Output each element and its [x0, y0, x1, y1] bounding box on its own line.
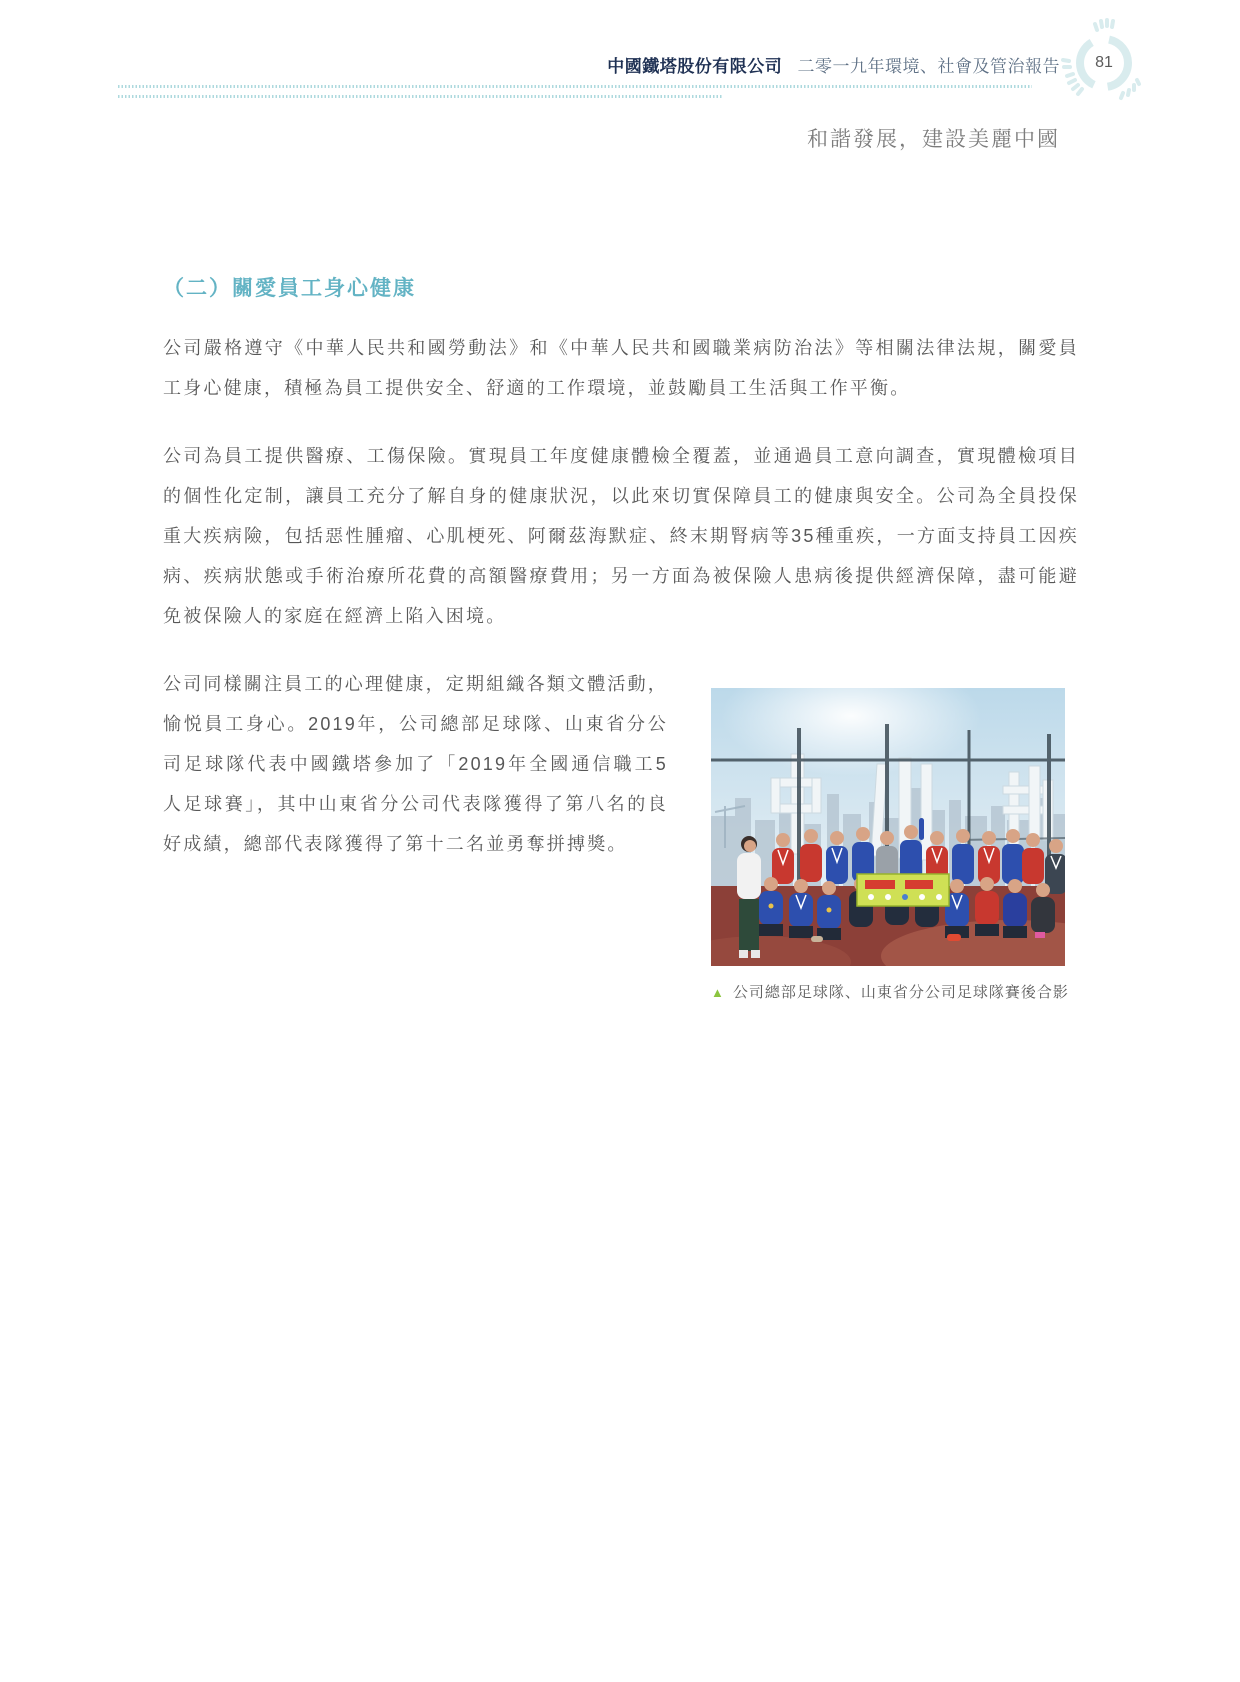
page-header	[607, 52, 1060, 77]
company-name: 中國鐵塔股份有限公司	[607, 57, 783, 76]
section-heading: （二）關愛員工身心健康	[163, 277, 416, 300]
chapter-tagline: 和諧發展，建設美麗中國	[807, 128, 1060, 151]
page-body	[163, 272, 1079, 1002]
photo-figure	[711, 688, 1069, 1002]
page-number: 81	[1095, 54, 1113, 71]
photo-caption	[711, 981, 1069, 1002]
photo-caption-text: 公司總部足球隊、山東省分公司足球隊賽後合影	[732, 984, 1069, 1001]
dotted-rule-top	[118, 85, 1032, 88]
text-photo-row	[163, 664, 1079, 1002]
body-paragraph-3: 公司同樣關注員工的心理健康，定期組織各類文體活動，愉悦員工身心。2019年，公司總部足球隊、山東省分公司足球隊代表中國鐵塔參加了「2019年全國通信職工5人足球賽」，其中山東省分公司代表隊獲得了第八名的良好成績，總部代表隊獲得了第十二名並勇奪拼搏獎。	[163, 674, 668, 854]
body-paragraph-1: 公司嚴格遵守《中華人民共和國勞動法》和《中華人民共和國職業病防治法》等相關法律法規，關愛員工身心健康，積極為員工提供安全、舒適的工作環境，並鼓勵員工生活與工作平衡。	[163, 338, 1079, 398]
team-photo	[711, 688, 1065, 966]
caption-triangle-icon: ▲	[711, 985, 725, 1000]
dotted-rule-bottom	[118, 95, 723, 98]
body-paragraph-2: 公司為員工提供醫療、工傷保險。實現員工年度健康體檢全覆蓋，並通過員工意向調查，實現體檢項目的個性化定制，讓員工充分了解自身的健康狀況，以此來切實保障員工的健康與安全。公司為全員投保重大疾病險，包括惡性腫瘤、心肌梗死、阿爾茲海默症、終末期腎病等35種重疾，一方面支持員工因疾病、疾病狀態或手術治療所花費的高額醫療費用；另一方面為被保險人患病後提供經濟保障，盡可能避免被保險人的家庭在經濟上陷入困境。	[163, 446, 1079, 626]
page-number-badge	[1059, 18, 1149, 108]
report-title: 二零一九年環境、社會及管治報告	[797, 57, 1060, 76]
